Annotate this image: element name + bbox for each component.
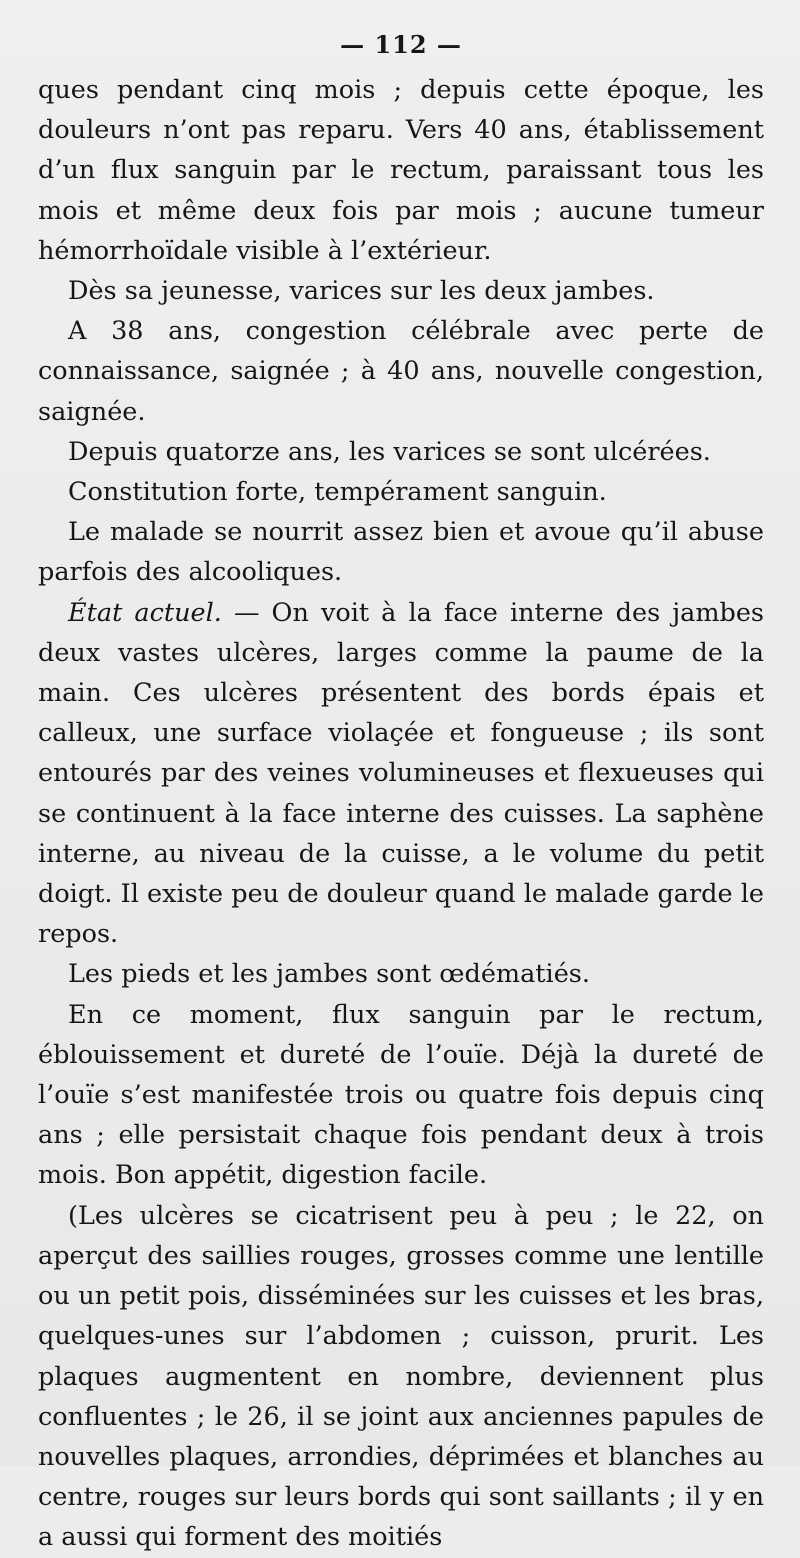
paragraph-congestion: A 38 ans, congestion célébrale avec perte de connaissance, saignée ; à 40 ans, nouvelle congestion, saignée.	[38, 316, 764, 427]
page-number: — 112 —	[340, 30, 462, 59]
paragraph-continuation: ques pendant cinq mois ; depuis cette époque, les douleurs n’ont pas reparu. Vers 40 ans, établissement d’un flux sanguin par le rectum, paraissant tous les mois et même deux fois par mois ; aucune tumeur hémorrhoïdale visible à l’extérieur.	[38, 75, 764, 266]
paragraph-alcooliques: Le malade se nourrit assez bien et avoue qu’il abuse parfois des alcooliques.	[38, 517, 764, 588]
paragraph-varices: Dès sa jeunesse, varices sur les deux jambes.	[68, 276, 655, 307]
paragraph-oedeme: Les pieds et les jambes sont œdématiés.	[68, 959, 590, 990]
paragraph-cicatrisation: (Les ulcères se cicatrisent peu à peu ; le 22, on aperçut des saillies rouges, grosses comme une lentille ou un petit pois, disséminées sur les cuisses et les bras, quelques-unes sur l’abdomen ; cuisson, prurit. Les plaques augmentent en nombre, deviennent plus confluentes ; le 26, il se joint aux anciennes papules de nouvelles plaques, arrondies, déprimées et blanches au centre, rouges sur leurs bords qui sont saillants ; il y en a aussi qui forment des moitiés	[38, 1200, 764, 1553]
paragraph-etat-actuel-text: On voit à la face interne des jambes deux vastes ulcères, larges comme la paume de la main. Ces ulcères présentent des bords épais et calleux, une surface violaçée et fongueuse ; ils sont entourés par des veines volumineuses et flexueuses qui se continuent à la face interne des cuisses. La saphène interne, au niveau de la cuisse, a le volume du petit doigt. Il existe peu de douleur quand le malade garde le repos.	[38, 597, 765, 950]
section-label: État actuel. —	[68, 597, 260, 628]
paragraph-etat-actuel	[38, 593, 764, 955]
paragraph-ulcerees: Depuis quatorze ans, les varices se sont ulcérées.	[68, 436, 711, 467]
body-text	[38, 70, 764, 1558]
paragraph-constitution: Constitution forte, tempérament sanguin.	[68, 477, 607, 508]
paragraph-flux-sanguin: En ce moment, flux sanguin par le rectum, éblouissement et dureté de l’ouïe. Déjà la dureté de l’ouïe s’est manifestée trois ou quatre fois depuis cinq ans ; elle persistait chaque fois pendant deux à trois mois. Bon appétit, digestion facile.	[38, 999, 764, 1191]
